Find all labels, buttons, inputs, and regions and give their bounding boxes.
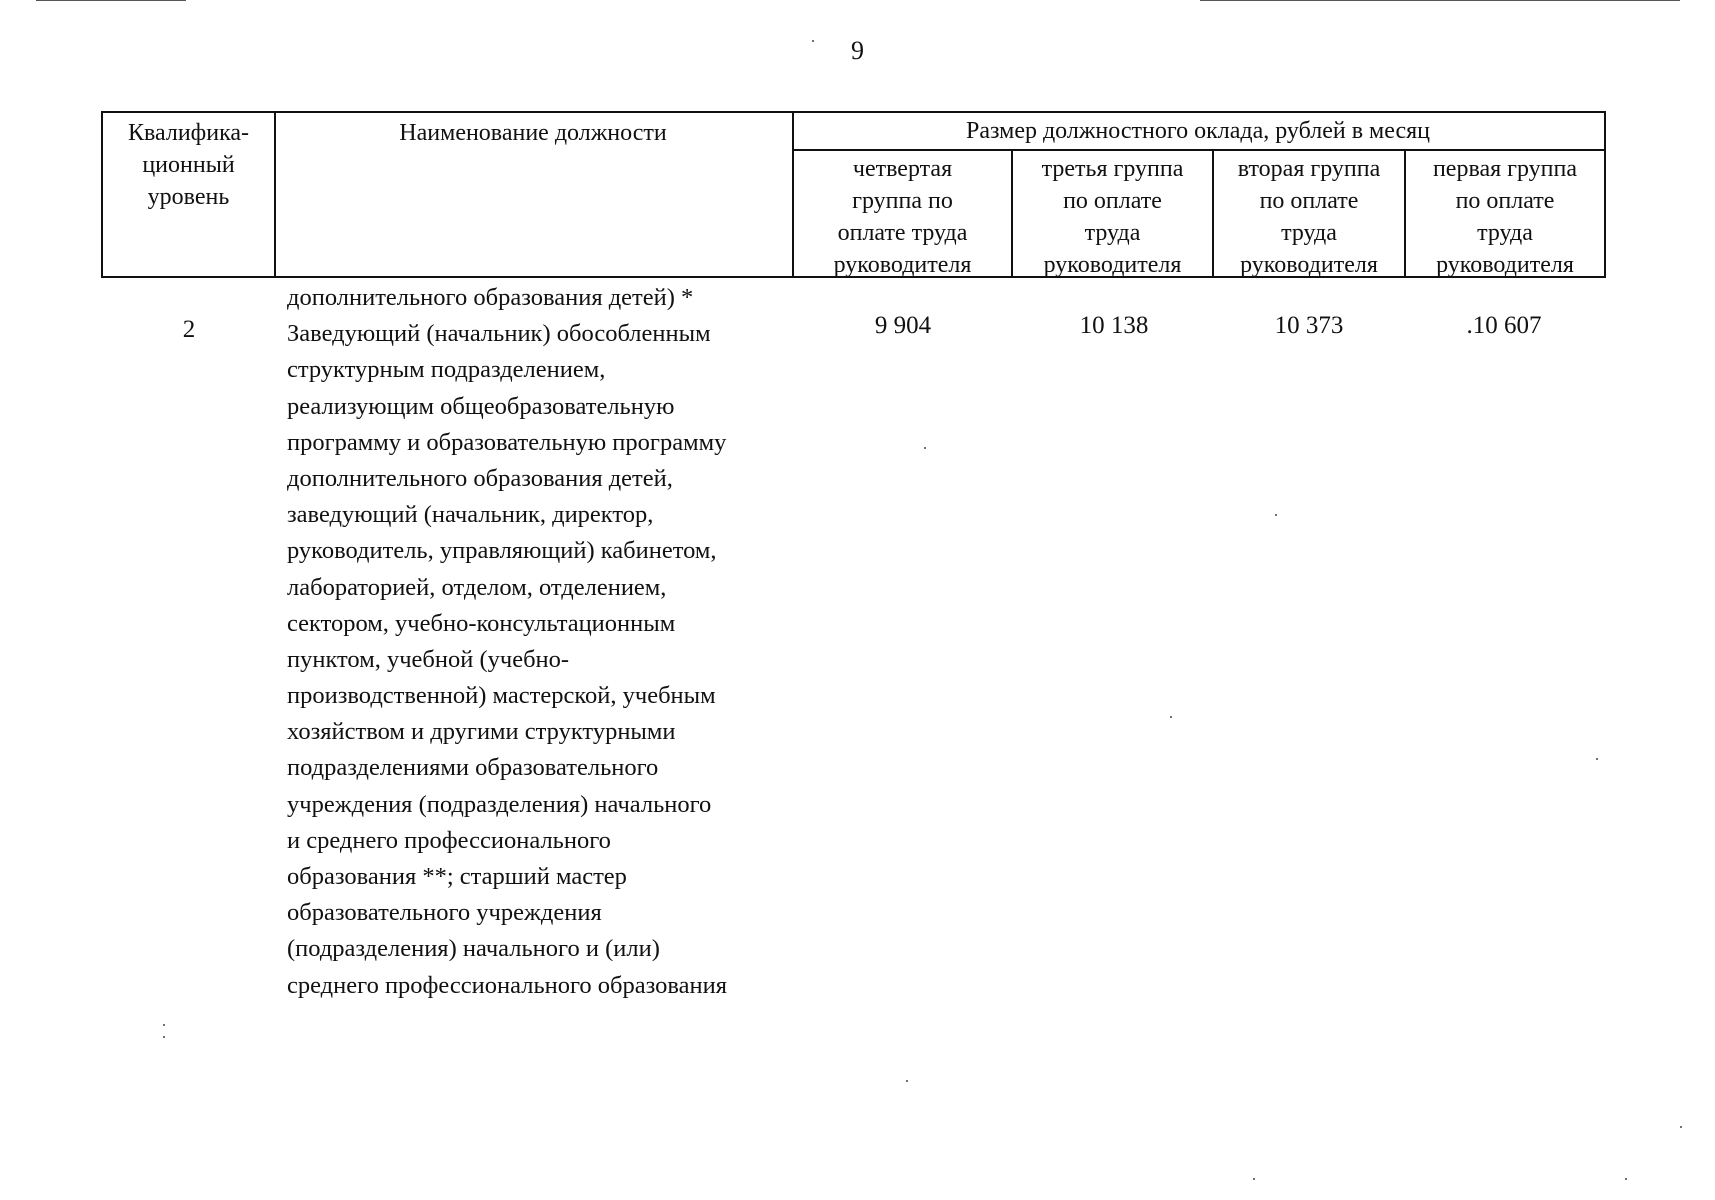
header-level-line: Квалифика- (127, 120, 250, 146)
row-level: 2 (182, 316, 196, 343)
header-salary-group: Размер должностного оклада, рублей в месяц (965, 118, 1430, 144)
position-line: учреждения (подразделения) начального (287, 790, 712, 818)
header-level (103, 117, 274, 213)
continuation-line: дополнительного образования детей) * (287, 284, 694, 311)
header-level-line: ционный (142, 152, 235, 178)
position-line: (подразделения) начального и (или) (287, 935, 660, 963)
header-group-fourth (794, 153, 1011, 281)
header-group-first (1406, 153, 1604, 281)
position-line: пунктом, учебной (учебно- (287, 645, 570, 673)
header-group-line: четвертая (852, 156, 953, 182)
header-group-line: по оплате (1259, 188, 1359, 214)
header-group-line: оплате труда (837, 220, 968, 246)
salary-group-third: 10 138 (1079, 312, 1149, 339)
position-line: среднего профессионального образования (287, 971, 728, 999)
position-line: образования **; старший мастер (287, 863, 627, 890)
page-number: 9 (851, 36, 864, 65)
header-group-line: руководителя (1436, 252, 1574, 278)
position-line: структурным подразделением, (287, 356, 606, 384)
position-line: заведующий (начальник, директор, (287, 501, 654, 529)
position-line: подразделениями образовательного (287, 754, 659, 782)
position-line: руководитель, управляющий) кабинетом, (287, 537, 717, 565)
header-group-line: вторая группа (1237, 156, 1381, 182)
header-group-third (1013, 153, 1212, 281)
header-group-line: третья группа (1041, 156, 1184, 182)
header-group-line: первая группа (1432, 156, 1578, 182)
position-line: хозяйством и другими структурными (287, 718, 676, 746)
salary-group-second: 10 373 (1274, 312, 1344, 339)
position-line: Заведующий (начальник) обособленным (287, 320, 711, 348)
header-group-line: руководителя (1240, 252, 1378, 278)
header-position: Наименование должности (399, 120, 667, 146)
position-line: сектором, учебно-консультационным (287, 609, 676, 637)
header-group-line: руководителя (833, 252, 972, 278)
position-line: образовательного учреждения (287, 899, 602, 927)
header-group-line: по оплате (1063, 188, 1162, 214)
position-line: программу и образовательную программу (287, 428, 727, 456)
position-line: дополнительного образования детей, (287, 464, 673, 492)
header-group-line: группа по (852, 188, 953, 214)
salary-group-first: .10 607 (1466, 312, 1542, 339)
header-group-line: труда (1477, 220, 1533, 246)
position-line: и среднего профессионального (287, 826, 611, 854)
salary-group-fourth: 9 904 (874, 312, 932, 339)
header-group-line: руководителя (1043, 252, 1182, 278)
position-description (287, 280, 807, 1004)
header-group-line: по оплате (1455, 188, 1555, 214)
header-level-line: уровень (147, 184, 230, 210)
position-line: реализующим общеобразовательную (287, 392, 675, 420)
header-group-line: труда (1281, 220, 1337, 246)
position-line: лабораторией, отделом, отделением, (287, 573, 667, 601)
position-line: производственной) мастерской, учебным (287, 682, 716, 710)
header-group-line: труда (1084, 220, 1141, 246)
header-group-second (1214, 153, 1404, 281)
table-header (101, 111, 1606, 278)
